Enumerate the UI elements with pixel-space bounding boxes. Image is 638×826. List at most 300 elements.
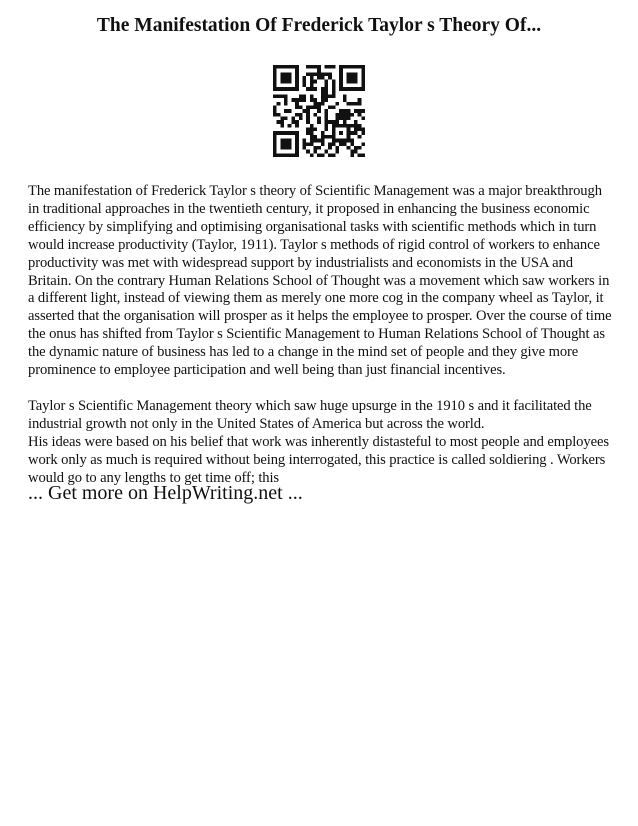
qr-module xyxy=(288,80,292,84)
paragraph-2: Taylor s Scientific Management theory which saw huge upsurge in the 1910 s and it facilitated the industrial growth not only in the United States of America but across the world. xyxy=(28,397,592,432)
qr-module xyxy=(310,65,314,69)
qr-module xyxy=(347,102,351,106)
qr-module xyxy=(332,120,336,124)
qr-module xyxy=(361,131,365,135)
qr-module xyxy=(306,109,310,113)
qr-module xyxy=(321,87,325,91)
qr-module xyxy=(339,83,343,87)
qr-module xyxy=(288,65,292,69)
qr-module xyxy=(288,131,292,135)
qr-module xyxy=(317,153,321,157)
qr-module xyxy=(332,80,336,84)
qr-module xyxy=(273,76,277,80)
qr-module xyxy=(317,102,321,106)
qr-module xyxy=(328,153,332,157)
qr-module xyxy=(273,65,277,69)
qr-module xyxy=(358,113,362,117)
qr-module xyxy=(273,94,277,98)
qr-module xyxy=(347,109,351,113)
qr-module xyxy=(284,142,288,146)
qr-module xyxy=(336,150,340,154)
qr-module xyxy=(354,72,358,76)
qr-module xyxy=(325,150,329,154)
qr-module xyxy=(313,65,317,69)
qr-module xyxy=(313,128,317,132)
qr-module xyxy=(302,146,306,150)
qr-module xyxy=(310,98,314,102)
qr-module xyxy=(361,87,365,91)
qr-module xyxy=(277,102,281,106)
qr-module xyxy=(280,94,284,98)
qr-module xyxy=(302,83,306,87)
qr-module xyxy=(317,146,321,150)
qr-module xyxy=(361,109,365,113)
qr-module xyxy=(332,83,336,87)
qr-module xyxy=(358,135,362,139)
qr-module xyxy=(354,131,358,135)
qr-module xyxy=(347,87,351,91)
qr-module xyxy=(358,153,362,157)
qr-module xyxy=(328,72,332,76)
qr-module xyxy=(339,65,343,69)
qr-module xyxy=(280,72,284,76)
qr-module xyxy=(332,153,336,157)
qr-module xyxy=(339,142,343,146)
qr-module xyxy=(299,98,303,102)
qr-module xyxy=(273,69,277,73)
qr-module xyxy=(280,131,284,135)
qr-module xyxy=(321,94,325,98)
qr-module xyxy=(284,80,288,84)
qr-module xyxy=(343,139,347,143)
qr-module xyxy=(291,131,295,135)
qr-module xyxy=(302,76,306,80)
qr-module xyxy=(325,83,329,87)
qr-module xyxy=(354,76,358,80)
qr-module xyxy=(306,72,310,76)
qr-module xyxy=(291,65,295,69)
qr-module xyxy=(306,113,310,117)
qr-module xyxy=(310,83,314,87)
qr-module xyxy=(295,153,299,157)
qr-module xyxy=(277,131,281,135)
qr-module xyxy=(291,153,295,157)
qr-module xyxy=(284,76,288,80)
qr-module xyxy=(354,102,358,106)
qr-module xyxy=(288,142,292,146)
qr-module xyxy=(347,72,351,76)
qr-module xyxy=(343,65,347,69)
qr-module xyxy=(273,135,277,139)
qr-module xyxy=(325,128,329,132)
qr-module xyxy=(288,146,292,150)
qr-module xyxy=(288,124,292,128)
qr-module xyxy=(284,102,288,106)
qr-module xyxy=(354,146,358,150)
qr-module xyxy=(302,98,306,102)
qr-module xyxy=(295,80,299,84)
qr-module xyxy=(350,131,354,135)
qr-module xyxy=(343,98,347,102)
qr-module xyxy=(295,150,299,154)
qr-module xyxy=(354,65,358,69)
qr-module xyxy=(273,139,277,143)
qr-module xyxy=(295,139,299,143)
qr-module xyxy=(325,87,329,91)
qr-module xyxy=(339,109,343,113)
qr-module xyxy=(313,98,317,102)
qr-module xyxy=(317,69,321,73)
qr-module xyxy=(347,113,351,117)
qr-module xyxy=(361,142,365,146)
qr-module xyxy=(354,87,358,91)
qr-module xyxy=(306,120,310,124)
qr-module xyxy=(332,131,336,135)
qr-module xyxy=(332,135,336,139)
qr-module xyxy=(321,72,325,76)
qr-module xyxy=(291,87,295,91)
qr-module xyxy=(328,135,332,139)
qr-module xyxy=(321,142,325,146)
paragraph-3: His ideas were based on his belief that work was inherently distasteful to most people and employees work only as much is required without being interrogated, this practice is called soldiering . Workers would go to any lengths to get time off; this xyxy=(28,433,609,486)
qr-module xyxy=(310,139,314,143)
qr-module xyxy=(306,87,310,91)
qr-module xyxy=(358,109,362,113)
qr-module xyxy=(336,146,340,150)
qr-module xyxy=(280,146,284,150)
qr-module xyxy=(310,142,314,146)
qr-module xyxy=(299,94,303,98)
qr-module xyxy=(302,142,306,146)
qr-module xyxy=(332,65,336,69)
qr-module xyxy=(350,142,354,146)
qr-module xyxy=(328,146,332,150)
qr-module xyxy=(277,65,281,69)
qr-module xyxy=(306,142,310,146)
qr-module xyxy=(273,131,277,135)
qr-module xyxy=(280,117,284,121)
qr-module xyxy=(350,124,354,128)
qr-module xyxy=(325,65,329,69)
qr-module xyxy=(321,76,325,80)
qr-module xyxy=(332,105,336,109)
qr-module xyxy=(277,113,281,117)
qr-module xyxy=(339,72,343,76)
qr-module xyxy=(321,139,325,143)
qr-module xyxy=(313,105,317,109)
qr-module xyxy=(284,98,288,102)
qr-module xyxy=(347,131,351,135)
qr-module xyxy=(321,98,325,102)
qr-module xyxy=(273,146,277,150)
qr-module xyxy=(336,139,340,143)
qr-module xyxy=(332,94,336,98)
qr-module xyxy=(350,72,354,76)
qr-module xyxy=(350,139,354,143)
qr-module xyxy=(302,80,306,84)
qr-module xyxy=(284,146,288,150)
qr-module xyxy=(277,153,281,157)
qr-module xyxy=(347,135,351,139)
qr-module xyxy=(350,87,354,91)
qr-module xyxy=(332,139,336,143)
qr-module xyxy=(273,80,277,84)
qr-module xyxy=(310,80,314,84)
qr-module xyxy=(306,131,310,135)
qr-module xyxy=(343,142,347,146)
qr-module xyxy=(280,153,284,157)
qr-module xyxy=(295,69,299,73)
qr-module xyxy=(306,128,310,132)
qr-module xyxy=(350,153,354,157)
qr-module xyxy=(325,120,329,124)
qr-module xyxy=(321,131,325,135)
qr-module xyxy=(277,87,281,91)
qr-module xyxy=(317,109,321,113)
qr-module xyxy=(321,153,325,157)
qr-module xyxy=(347,124,351,128)
qr-module xyxy=(361,117,365,121)
qr-module xyxy=(313,150,317,154)
qr-module xyxy=(321,102,325,106)
qr-module xyxy=(288,109,292,113)
qr-module xyxy=(332,91,336,95)
qr-module xyxy=(302,94,306,98)
qr-module xyxy=(284,153,288,157)
qr-module xyxy=(339,80,343,84)
qr-module xyxy=(358,124,362,128)
qr-module xyxy=(343,109,347,113)
qr-module xyxy=(361,83,365,87)
qr-module xyxy=(361,153,365,157)
qr-module xyxy=(310,76,314,80)
qr-module xyxy=(317,76,321,80)
qr-module xyxy=(295,102,299,106)
qr-module xyxy=(325,135,329,139)
qr-module xyxy=(284,94,288,98)
qr-module xyxy=(325,72,329,76)
qr-module xyxy=(343,117,347,121)
qr-module xyxy=(343,124,347,128)
qr-module xyxy=(291,117,295,121)
qr-module xyxy=(313,135,317,139)
qr-module xyxy=(306,117,310,121)
qr-module xyxy=(310,124,314,128)
qr-module xyxy=(350,150,354,154)
qr-module xyxy=(317,72,321,76)
document-body xyxy=(28,183,614,488)
qr-module xyxy=(361,76,365,80)
qr-module xyxy=(306,105,310,109)
qr-module xyxy=(299,117,303,121)
qr-module xyxy=(328,65,332,69)
qr-module xyxy=(358,128,362,132)
qr-module xyxy=(325,117,329,121)
qr-module xyxy=(361,80,365,84)
qr-module xyxy=(347,139,351,143)
qr-module xyxy=(361,128,365,132)
qr-module xyxy=(354,128,358,132)
qr-module xyxy=(295,98,299,102)
qr-module xyxy=(347,65,351,69)
qr-module xyxy=(280,65,284,69)
qr-module xyxy=(350,76,354,80)
qr-module xyxy=(347,146,351,150)
qr-module xyxy=(321,135,325,139)
qr-module xyxy=(284,117,288,121)
qr-module xyxy=(325,109,329,113)
qr-module xyxy=(310,87,314,91)
qr-module xyxy=(343,94,347,98)
qr-module xyxy=(273,83,277,87)
qr-module xyxy=(273,87,277,91)
qr-module xyxy=(295,135,299,139)
qr-module xyxy=(354,109,358,113)
qr-module xyxy=(310,131,314,135)
qr-module xyxy=(350,113,354,117)
qr-module xyxy=(295,124,299,128)
qr-module xyxy=(328,76,332,80)
qr-module xyxy=(313,87,317,91)
qr-module xyxy=(280,80,284,84)
qr-module xyxy=(280,139,284,143)
qr-module xyxy=(310,72,314,76)
qr-module xyxy=(325,91,329,95)
qr-module xyxy=(295,83,299,87)
qr-module xyxy=(347,80,351,84)
qr-module xyxy=(273,109,277,113)
qr-module xyxy=(354,120,358,124)
qr-module xyxy=(328,105,332,109)
qr-module xyxy=(310,135,314,139)
paragraph-1: The manifestation of Frederick Taylor s theory of Scientific Management was a major breakthrough in traditional approaches in the twentieth century, it proposed in enhancing the business economic efficiency by simplifying and optimising organisational tasks with scientific methods which in turn would increase productivity (Taylor, 1911). Taylor s methods of rigid control of workers to enhance productivity was met with widespread support by industrialists and economists in the USA and Britain. On the contrary Human Relations School of Thought was a movement which saw workers in a different light, instead of viewing them as merely one more cog in the company wheel as Taylor, it asserted that the organisation will prosper as it helps the employee to prosper. Over the course of time the onus has shifted from Taylor s Scientific Management to Human Relations School of Thought as the dynamic nature of business has led to a change in the mind set of people and they give more prominence to employee participation and well being than just financial incentives. xyxy=(28,183,612,379)
qr-module xyxy=(350,65,354,69)
qr-module xyxy=(339,131,343,135)
qr-module xyxy=(277,120,281,124)
qr-module xyxy=(358,87,362,91)
qr-module xyxy=(313,80,317,84)
qr-module xyxy=(273,113,277,117)
qr-module xyxy=(336,124,340,128)
qr-module xyxy=(325,98,329,102)
qr-module xyxy=(273,150,277,154)
qr-code-graphic xyxy=(273,65,365,157)
qr-module xyxy=(295,65,299,69)
qr-module xyxy=(313,146,317,150)
qr-module xyxy=(347,117,351,121)
qr-module xyxy=(288,153,292,157)
qr-module xyxy=(343,113,347,117)
qr-module xyxy=(336,113,340,117)
qr-module xyxy=(347,128,351,132)
qr-module xyxy=(295,146,299,150)
qr-module xyxy=(332,124,336,128)
qr-module xyxy=(343,120,347,124)
qr-module xyxy=(302,139,306,143)
qr-module xyxy=(336,120,340,124)
qr-module xyxy=(299,105,303,109)
qr-module xyxy=(310,105,314,109)
qr-module xyxy=(336,102,340,106)
qr-module xyxy=(361,65,365,69)
qr-module xyxy=(339,69,343,73)
qr-module xyxy=(295,72,299,76)
get-more-link[interactable]: ... Get more on HelpWriting.net ... xyxy=(28,482,303,504)
qr-module xyxy=(288,87,292,91)
qr-module xyxy=(295,87,299,91)
qr-module xyxy=(295,113,299,117)
qr-module xyxy=(313,139,317,143)
qr-module xyxy=(291,98,295,102)
qr-module xyxy=(273,142,277,146)
document-title: The Manifestation Of Frederick Taylor s Theory Of... xyxy=(96,15,542,36)
qr-module xyxy=(339,117,343,121)
qr-module xyxy=(291,120,295,124)
qr-module xyxy=(325,80,329,84)
qr-module xyxy=(350,80,354,84)
qr-module xyxy=(317,117,321,121)
qr-module xyxy=(317,65,321,69)
qr-module xyxy=(280,142,284,146)
qr-module xyxy=(347,76,351,80)
qr-module xyxy=(295,76,299,80)
qr-module xyxy=(273,105,277,109)
qr-module xyxy=(280,124,284,128)
qr-module xyxy=(354,150,358,154)
qr-module xyxy=(306,150,310,154)
qr-module xyxy=(313,72,317,76)
qr-module xyxy=(284,131,288,135)
qr-module xyxy=(295,105,299,109)
qr-module xyxy=(350,102,354,106)
qr-module xyxy=(332,142,336,146)
qr-module xyxy=(273,72,277,76)
qr-module xyxy=(284,87,288,91)
qr-module xyxy=(361,69,365,73)
qr-module xyxy=(325,113,329,117)
qr-module xyxy=(339,76,343,80)
qr-module xyxy=(284,65,288,69)
qr-module xyxy=(284,139,288,143)
qr-module xyxy=(343,87,347,91)
qr-module xyxy=(339,124,343,128)
qr-module xyxy=(358,102,362,106)
qr-module xyxy=(280,76,284,80)
qr-module xyxy=(284,109,288,113)
qr-module xyxy=(288,139,292,143)
qr-module xyxy=(313,113,317,117)
qr-module xyxy=(310,128,314,132)
qr-module xyxy=(288,76,292,80)
qr-module xyxy=(358,65,362,69)
qr-module xyxy=(295,142,299,146)
qr-module xyxy=(354,124,358,128)
qr-module xyxy=(306,65,310,69)
qr-module xyxy=(284,72,288,76)
qr-module xyxy=(354,80,358,84)
qr-module xyxy=(273,153,277,157)
qr-module xyxy=(336,117,340,121)
qr-code-icon xyxy=(273,65,365,157)
qr-module xyxy=(328,142,332,146)
qr-module xyxy=(310,94,314,98)
qr-module xyxy=(280,87,284,91)
qr-module xyxy=(339,139,343,143)
qr-module xyxy=(361,72,365,76)
qr-module xyxy=(328,120,332,124)
qr-module xyxy=(317,105,321,109)
qr-module xyxy=(339,113,343,117)
